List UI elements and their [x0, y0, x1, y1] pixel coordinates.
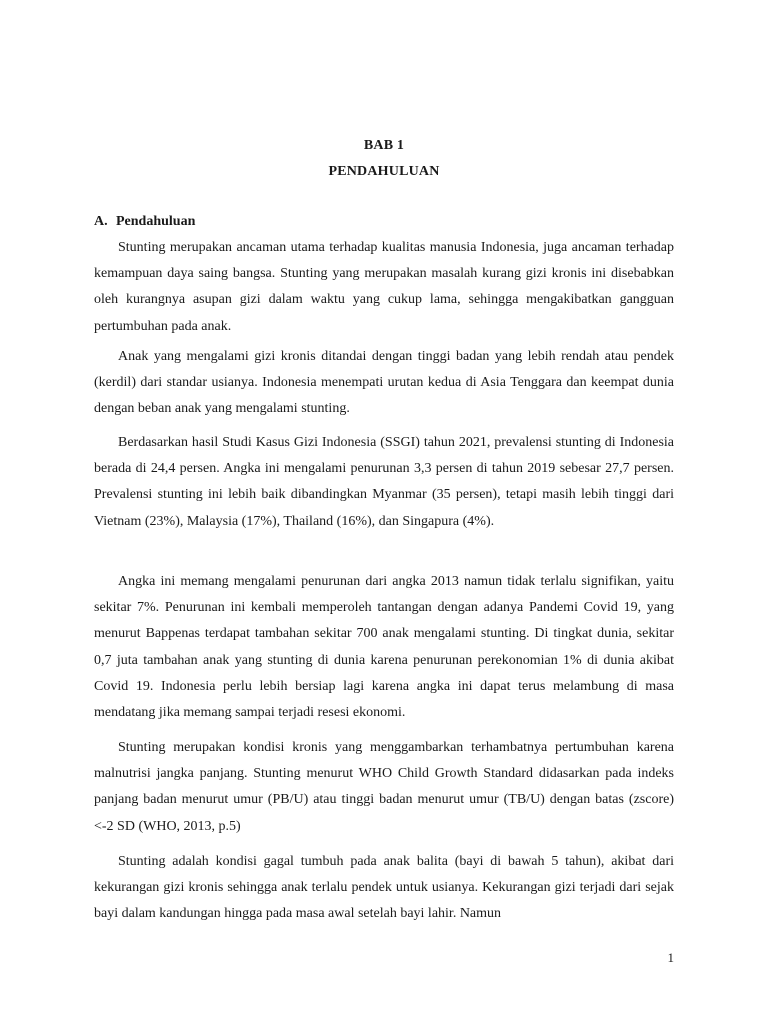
section-number: A.: [94, 214, 108, 229]
paragraph-2: Anak yang mengalami gizi kronis ditandai dengan tinggi badan yang lebih rendah atau pendek (kerdil) dari standar usianya. Indonesia menempati urutan kedua di Asia Tenggara dan keempat dunia dengan beban anak yang mengalami stunting.: [94, 349, 674, 417]
section-heading: [94, 214, 195, 230]
page-number: 1: [667, 950, 674, 965]
section-title: Pendahuluan: [116, 214, 196, 229]
paragraph-4: Angka ini memang mengalami penurunan dari angka 2013 namun tidak terlalu signifikan, yaitu sekitar 7%. Penurunan ini kembali memperoleh tantangan dengan adanya Pandemi Covid 19, yang menurut Bappenas terdapat tambahan sekitar 700 anak mengalami stunting. Di tingkat dunia, sekitar 0,7 juta tambahan anak yang stunting di dunia karena penurunan perekonomian 1% di dunia akibat Covid 19. Indonesia perlu lebih bersiap lagi karena angka ini dapat terus melambung di masa mendatang jika memang sampai terjadi resesi ekonomi.: [94, 574, 674, 721]
chapter-label: BAB 1: [363, 138, 405, 153]
paragraph-5: Stunting merupakan kondisi kronis yang menggambarkan terhambatnya pertumbuhan karena malnutrisi jangka panjang. Stunting menurut WHO Child Growth Standard didasarkan pada indeks panjang badan menurut umur (PB/U) atau tinggi badan menurut umur (TB/U) dengan batas (zscore) <-2 SD (WHO, 2013, p.5): [94, 740, 674, 834]
paragraph-3: Berdasarkan hasil Studi Kasus Gizi Indonesia (SSGI) tahun 2021, prevalensi stunting di Indonesia berada di 24,4 persen. Angka ini mengalami penurunan 3,3 persen di tahun 2019 sebesar 27,7 persen. Prevalensi stunting ini lebih baik dibandingkan Myanmar (35 persen), tetapi masih lebih tinggi dari Vietnam (23%), Malaysia (17%), Thailand (16%), dan Singapura (4%).: [94, 435, 674, 529]
chapter-title: PENDAHULUAN: [328, 164, 440, 179]
paragraph-1: Stunting merupakan ancaman utama terhadap kualitas manusia Indonesia, juga ancaman terhadap kemampuan daya saing bangsa. Stunting yang merupakan masalah kurang gizi kronis ini disebabkan oleh kurangnya asupan gizi dalam waktu yang cukup lama, sehingga mengakibatkan gangguan pertumbuhan pada anak.: [94, 240, 674, 334]
paragraph-6: Stunting adalah kondisi gagal tumbuh pada anak balita (bayi di bawah 5 tahun), akibat dari kekurangan gizi kronis sehingga anak terlalu pendek untuk usianya. Kekurangan gizi terjadi dari sejak bayi dalam kandungan hingga pada masa awal setelah bayi lahir. Namun: [94, 854, 674, 922]
